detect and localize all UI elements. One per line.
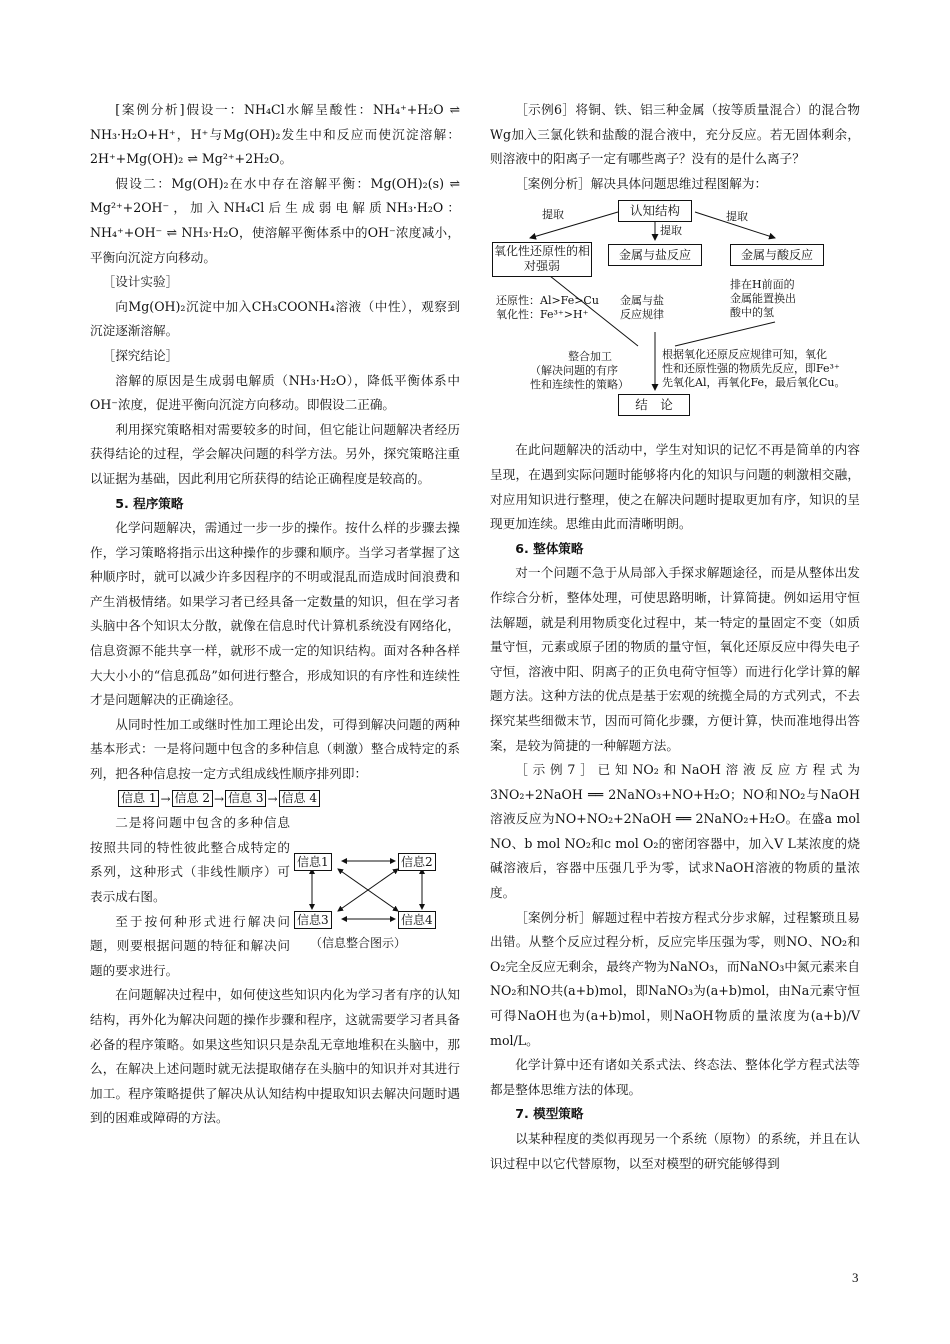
linear-info-chain: [118, 787, 460, 812]
left-column: [90, 98, 460, 1131]
rule-text-line2: 性和还原性强的物质先反应，即Fe³⁺: [662, 362, 840, 376]
chain-node-4: 信息 4: [279, 790, 320, 807]
example-7-analysis: ［案例分析］解题过程中若按方程式分步求解，过程繁琐且易出错。从整个反应过程分析，反应完毕压强为零，则NO、NO₂和O₂完全反应无剩余，最终产物为NaNO₃，而NaNO₃中氮元素来自NO₂和NO共(a+b)mol，即NaNO₃为(a+b)mol，由Na元素守恒可得NaOH也为(a+b)mol，则NaOH物质的量浓度为(a+b)/V mol/L。: [490, 909, 860, 1048]
rule-text-line1: 根据氧化还原反应规律可知，氧化: [662, 348, 827, 362]
extract-label-right: 提取: [726, 210, 748, 224]
salt-rule-line2: 反应规律: [620, 308, 664, 322]
salt-rule-line1: 金属与盐: [620, 294, 664, 308]
right-column: [490, 98, 860, 1176]
activity-reflection-paragraph: 在此问题解决的活动中，学生对知识的记忆不再是简单的内容呈现，在遇到实际问题时能够将内化的知识与问题的刺激相交融，对应用知识进行整理，使之在解决问题时提取更加有序，知识的呈现更加连续。思维由此而清晰明朗。: [490, 442, 860, 532]
section-heading-holistic-strategy: 6. 整体策略: [515, 540, 584, 556]
section-heading-model-strategy: 7. 模型策略: [515, 1106, 584, 1122]
chain-node-1: 信息 1: [118, 790, 159, 807]
cognitive-structure-box: 认知结构: [618, 200, 692, 222]
example-7: ［示例7］已知NO₂和NaOH溶液反应方程式为3NO₂+2NaOH ══ 2NaNO₃+NO+H₂O；NO和NO₂与NaOH溶液反应为NO+NO₂+2NaOH ══ 2NaNO₂+H₂O。在盛a mol NO、b mol NO₂和c mol O₂的密闭容器中，加入V L某浓度的烧碱溶液后，容器中压强几乎为零，试求NaOH溶液的物质的量浓度。: [490, 762, 860, 901]
case-analysis-hypothesis-1: [案例分析]假设一：NH₄Cl水解呈酸性：NH₄⁺+H₂O ⇌ NH₃·H₂O+H⁺，H⁺与Mg(OH)₂发生中和反应而使沉淀溶解：2H⁺+Mg(OH)₂ ⇌ Mg²⁺+2H₂O。: [90, 102, 460, 167]
arrow-right-icon: →: [160, 791, 171, 806]
procedure-strategy-paragraph: 化学问题解决，需通过一步一步的操作。按什么样的步骤去操作，学习策略将指示出这种操作的步骤和顺序。当学习者掌握了这种顺序时，就可以减少许多因程序的不明或混乱而造成时间浪费和产生消极情绪。如果学习者已经具备一定数量的知识，但在学习者头脑中各个知识太分散，就像在信息时代计算机系统没有网络化，信息资源不能共享一样，就形不成一定的知识结构。面对各种各样大大小小的“信息孤岛”如何进行整合，形成知识的有序性和连续性才是问题解决的正确途径。: [90, 520, 460, 708]
section-heading-procedure-strategy: 5. 程序策略: [115, 495, 184, 511]
info-node-4: 信息4: [398, 911, 436, 929]
arrow-right-icon: →: [267, 791, 278, 806]
acid-rule-line3: 酸中的氢: [730, 306, 774, 320]
example-6-analysis-intro: ［案例分析］解决具体问题思维过程图解为：: [515, 175, 768, 191]
page-number: 3: [852, 1270, 859, 1285]
conclusion-label: ［探究结论］: [102, 347, 179, 363]
holistic-methods-paragraph: 化学计算中还有诸如关系式法、终态法、整体化学方程式法等都是整体思维方法的体现。: [490, 1057, 860, 1097]
redox-strength-box: 氧化性还原性的相对强弱: [492, 242, 592, 277]
rule-text-line3: 先氧化Al，再氧化Fe，最后氧化Cu。: [662, 376, 846, 390]
nonlinear-paragraph: 二是将问题中包含的多种信息按照共同的特性彼此整合成特定的系列，这种形式（非线性顺序）可表示成右图。: [90, 815, 290, 904]
acid-rule-line2: 金属能置换出: [730, 292, 796, 306]
metal-salt-box: 金属与盐反应: [608, 244, 702, 266]
reducibility-order: 还原性：Al>Fe>Cu: [496, 294, 599, 308]
example-6: ［示例6］将铜、铁、铝三种金属（按等质量混合）的混合物Wg加入三氯化铁和盐酸的混合液中，充分反应。若无固体剩余，则溶液中的阳离子一定有哪些离子？没有的是什么离子？: [490, 102, 860, 167]
thinking-process-diagram: [490, 198, 860, 430]
hypothesis-2: 假设二：Mg(OH)₂在水中存在溶解平衡：Mg(OH)₂(s) ⇌ Mg²⁺+2OH⁻，加入NH₄Cl后生成弱电解质NH₃·H₂O：NH₄⁺+OH⁻ ⇌ NH₃·H₂O，使溶解平衡体系中的OH⁻浓度减小，平衡向沉淀方向移动。: [90, 175, 460, 265]
metal-acid-box: 金属与酸反应: [730, 244, 824, 266]
inquiry-strategy-paragraph: 利用探究策略相对需要较多的时间，但它能让问题解决者经历获得结论的过程，学会解决问题的科学方法。另外，探究策略注重以证据为基础，因此利用它所获得的结论正确程度是较高的。: [90, 421, 460, 486]
procedure-internalization-paragraph: 在问题解决过程中，如何使这些知识内化为学习者有序的认知结构，再外化为解决问题的操作步骤和程序，这就需要学习者具备必备的程序策略。如果这些知识只是杂乱无章地堆积在头脑中，那么，在解决上述问题时就无法提取储存在头脑中的知识并对其进行加工。程序策略提供了解决从认知结构中提取知识去解决问题时遇到的困难或障碍的方法。: [90, 987, 460, 1126]
chain-node-2: 信息 2: [172, 790, 213, 807]
chain-node-3: 信息 3: [225, 790, 266, 807]
arrow-right-icon: →: [213, 791, 225, 806]
extract-label-middle: 提取: [660, 224, 682, 238]
design-experiment-label: ［设计实验］: [102, 274, 179, 290]
model-strategy-paragraph: 以某种程度的类似再现另一个系统（原物）的系统，并且在认识过程中以它代替原物，以至对模型的研究能够得到: [490, 1131, 860, 1171]
conclusion-box: 结 论: [618, 394, 690, 416]
acid-rule-line1: 排在H前面的: [730, 278, 795, 292]
info-node-2: 信息2: [398, 853, 436, 871]
holistic-strategy-paragraph: 对一个问题不急于从局部入手探求解题途径，而是从整体出发作综合分析，整体处理，可使思路明晰，计算简捷。例如运用守恒法解题，就是利用物质变化过程中，某一特定的量固定不变（如质量守恒，元素或原子团的物质的量守恒，氧化还原反应中得失电子守恒，溶液中阳、阴离子的正负电荷守恒等）而进行化学计算的解题方法。这种方法的优点是基于宏观的统揽全局的方式列式，不去探究某些细微末节，因而可简化步骤，方便计算，快而准地得出答案，是较为简捷的一种解题方法。: [490, 565, 860, 753]
integration-sub2: 性和连续性的策略）: [530, 378, 629, 392]
oxidizability-order: 氧化性：Fe³⁺>H⁺: [496, 308, 589, 322]
form-choice-paragraph: 至于按何种形式进行解决问题，则要根据问题的特征和解决问题的要求进行。: [90, 913, 290, 978]
experiment-text: 向Mg(OH)₂沉淀中加入CH₃COONH₄溶液（中性），观察到沉淀逐渐溶解。: [90, 298, 460, 339]
conclusion-text: 溶解的原因是生成弱电解质（NH₃·H₂O），降低平衡体系中OH⁻浓度，促进平衡向沉淀方向移动。即假设二正确。: [90, 372, 460, 413]
two-forms-paragraph: 从同时性加工或继时性加工理论出发，可得到解决问题的两种基本形式：一是将问题中包含的多种信息（刺激）整合成特定的系列，把各种信息按一定方式组成线性顺序排列即：: [90, 716, 460, 782]
figure-caption: （信息整合图示）: [310, 936, 407, 951]
integration-label: 整合加工: [568, 350, 612, 364]
info-node-3: 信息3: [294, 911, 332, 929]
info-node-1: 信息1: [294, 853, 332, 871]
info-integration-figure: [290, 811, 460, 961]
integration-sub1: （解决问题的有序: [530, 364, 618, 378]
nonlinear-section: [90, 811, 460, 983]
extract-label-left: 提取: [542, 208, 564, 222]
